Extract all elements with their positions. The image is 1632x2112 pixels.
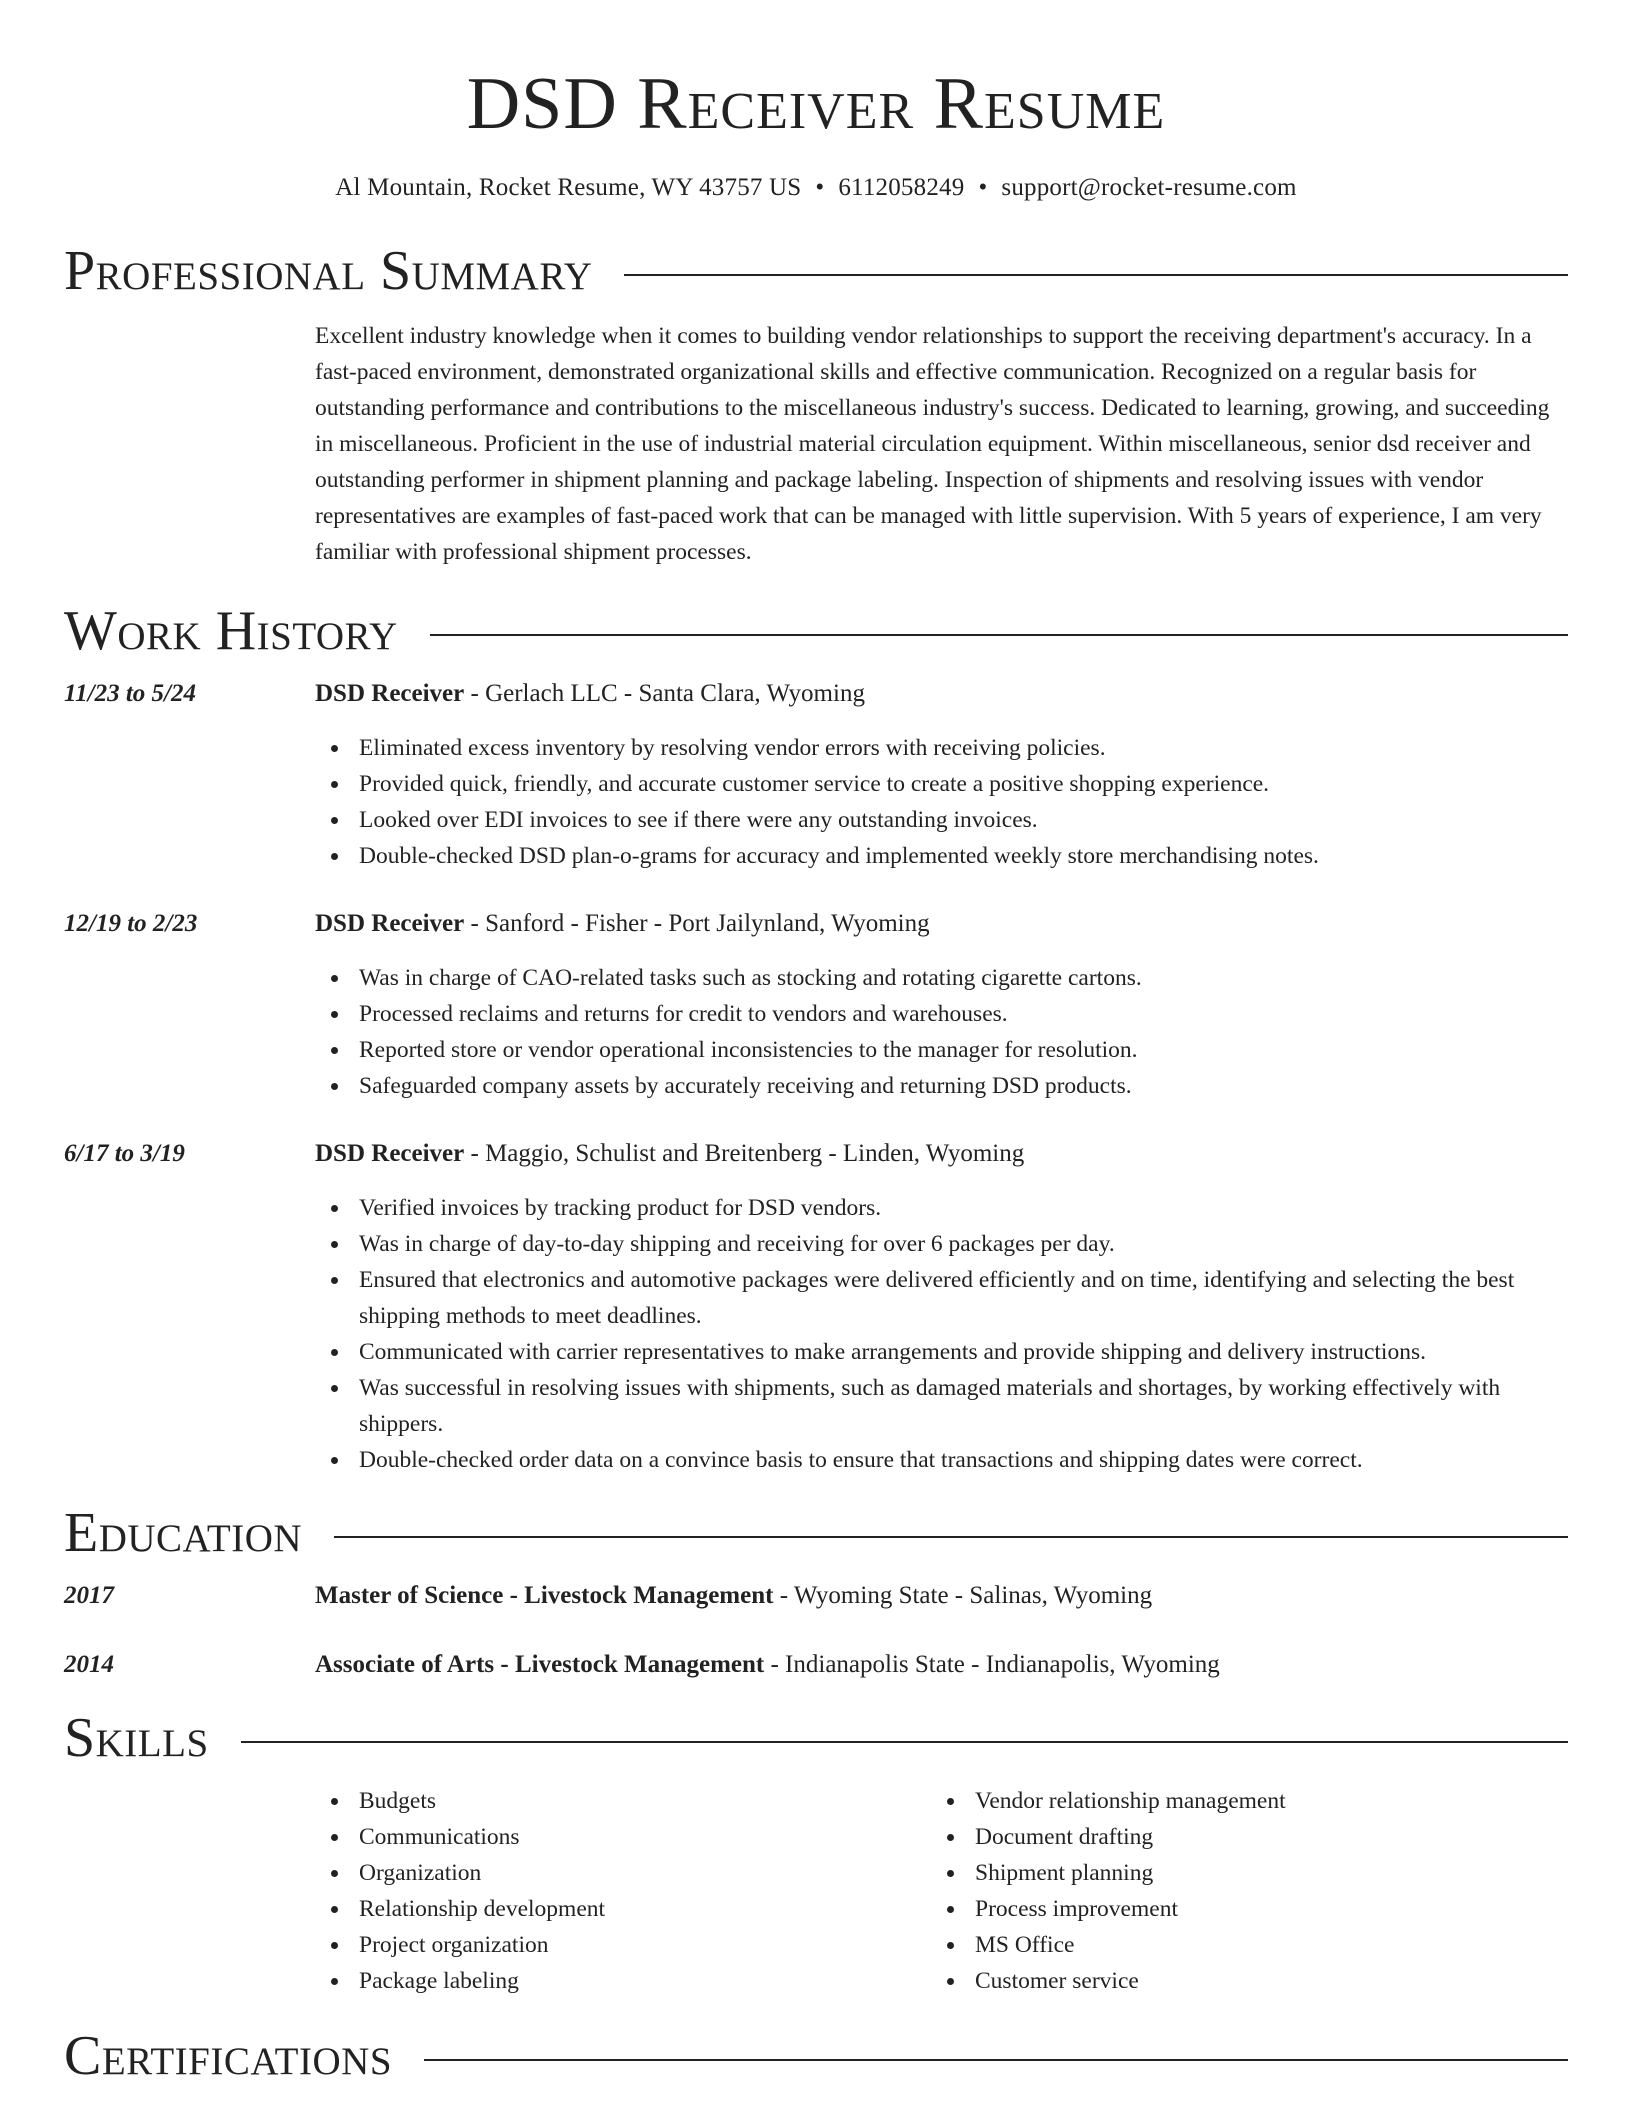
list-item: Communications [315, 1819, 931, 1855]
list-item: Shipment planning [931, 1855, 1547, 1891]
job-bullets [315, 730, 1568, 874]
list-item: Ensured that electronics and automotive packages were delivered efficiently and on time, identifying and selecting the best shipping methods to meet deadlines. [315, 1262, 1568, 1334]
list-item: Was in charge of day-to-day shipping and receiving for over 6 packages per day. [315, 1226, 1568, 1262]
list-item: Reported store or vendor operational inconsistencies to the manager for resolution. [315, 1032, 1568, 1068]
contact-line [64, 172, 1568, 204]
job-dates: 11/23 to 5/24 [64, 680, 196, 707]
job-details: - Maggio, Schulist and Breitenberg - Linden, Wyoming [464, 1140, 1025, 1167]
job-title: DSD Receiver [315, 910, 465, 937]
list-item: Double-checked order data on a convince basis to ensure that transactions and shipping dates were correct. [315, 1442, 1568, 1478]
job-title: DSD Receiver [315, 680, 465, 707]
contact-email: support@rocket-resume.com [1001, 174, 1297, 201]
list-item: Budgets [315, 1783, 931, 1819]
list-item: Organization [315, 1855, 931, 1891]
list-item: Verified invoices by tracking product for DSD vendors. [315, 1190, 1568, 1226]
list-item: Package labeling [315, 1963, 931, 1999]
section-heading-work-history [64, 600, 1568, 662]
job-entry [64, 676, 1568, 874]
list-item: Double-checked DSD plan-o-grams for accuracy and implemented weekly store merchandising notes. [315, 838, 1568, 874]
section-heading-certifications [64, 2025, 1568, 2087]
job-dates: 12/19 to 2/23 [64, 910, 198, 937]
contact-address: Al Mountain, Rocket Resume, WY 43757 US [335, 174, 802, 201]
section-heading-label: Skills [64, 1707, 209, 1769]
list-item: Eliminated excess inventory by resolving vendor errors with receiving policies. [315, 730, 1568, 766]
job-heading [315, 1136, 1568, 1172]
section-heading-label: Work History [64, 600, 398, 662]
section-divider [424, 2059, 1568, 2061]
contact-phone: 6112058249 [838, 174, 965, 201]
section-heading-education [64, 1502, 1568, 1564]
skills-list-left [315, 1783, 931, 1999]
education-year: 2014 [64, 1651, 114, 1678]
education-entry [64, 1578, 1568, 1614]
section-divider [334, 1536, 1568, 1538]
list-item: Looked over EDI invoices to see if there were any outstanding invoices. [315, 802, 1568, 838]
job-bullets [315, 1190, 1568, 1478]
section-heading-label: Education [64, 1502, 303, 1564]
education-details: - Wyoming State - Salinas, Wyoming [773, 1582, 1153, 1609]
job-dates: 6/17 to 3/19 [64, 1140, 185, 1167]
list-item: Relationship development [315, 1891, 931, 1927]
section-divider [624, 274, 1568, 276]
contact-separator: • [978, 174, 988, 201]
section-heading-summary [64, 240, 1568, 302]
education-details: - Indianapolis State - Indianapolis, Wyoming [764, 1651, 1220, 1678]
list-item: Project organization [315, 1927, 931, 1963]
section-heading-skills [64, 1707, 1568, 1769]
education-year: 2017 [64, 1582, 114, 1609]
job-entry [64, 1136, 1568, 1478]
list-item: Provided quick, friendly, and accurate customer service to create a positive shopping experience. [315, 766, 1568, 802]
section-divider [241, 1741, 1568, 1743]
list-item: Processed reclaims and returns for credit to vendors and warehouses. [315, 996, 1568, 1032]
resume-title: DSD Receiver Resume [466, 63, 1166, 145]
skills-list-right [931, 1783, 1547, 1999]
list-item: Vendor relationship management [931, 1783, 1547, 1819]
resume-page [64, 0, 1568, 2087]
section-heading-label: Certifications [64, 2025, 393, 2087]
job-details: - Gerlach LLC - Santa Clara, Wyoming [464, 680, 865, 707]
summary-text: Excellent industry knowledge when it comes to building vendor relationships to support the receiving department's accuracy. In a fast-paced environment, demonstrated organizational skills and effective communication. Recognized on a regular basis for outstanding performance and contributions to the miscellaneous industry's success. Dedicated to learning, growing, and succeeding in miscellaneous. Proficient in the use of industrial material circulation equipment. Within miscellaneous, senior dsd receiver and outstanding performer in shipment planning and package labeling. Inspection of shipments and resolving issues with vendor representatives are examples of fast-paced work that can be managed with little supervision. With 5 years of experience, I am very familiar with professional shipment processes. [315, 323, 1550, 565]
list-item: Process improvement [931, 1891, 1547, 1927]
list-item: Safeguarded company assets by accurately receiving and returning DSD products. [315, 1068, 1568, 1104]
skills-row [64, 1783, 1568, 1999]
skills-columns [315, 1783, 1568, 1999]
list-item: MS Office [931, 1927, 1547, 1963]
list-item: Was successful in resolving issues with shipments, such as damaged materials and shortages, by working effectively with shippers. [315, 1370, 1568, 1442]
education-degree: Associate of Arts - Livestock Management [315, 1651, 765, 1678]
list-item: Document drafting [931, 1819, 1547, 1855]
job-entry [64, 906, 1568, 1104]
contact-separator: • [815, 174, 825, 201]
section-divider [430, 634, 1568, 636]
job-title: DSD Receiver [315, 1140, 465, 1167]
list-item: Communicated with carrier representatives to make arrangements and provide shipping and delivery instructions. [315, 1334, 1568, 1370]
job-heading [315, 676, 1568, 712]
list-item: Was in charge of CAO-related tasks such as stocking and rotating cigarette cartons. [315, 960, 1568, 996]
job-bullets [315, 960, 1568, 1104]
education-entry [64, 1647, 1568, 1683]
list-item: Customer service [931, 1963, 1547, 1999]
section-heading-label: Professional Summary [64, 240, 593, 302]
job-heading [315, 906, 1568, 942]
education-degree: Master of Science - Livestock Management [315, 1582, 774, 1609]
summary-row [64, 318, 1568, 570]
job-details: - Sanford - Fisher - Port Jailynland, Wyoming [464, 910, 930, 937]
